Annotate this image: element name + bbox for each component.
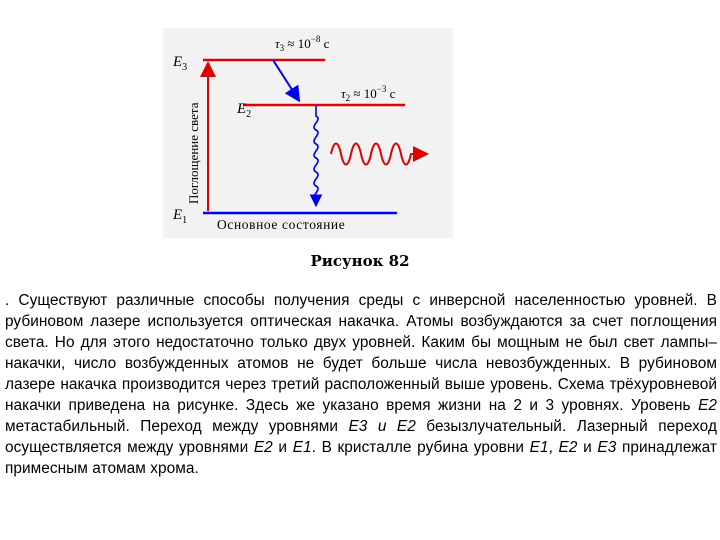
absorption-vertical-label: Поглощение света	[186, 102, 201, 204]
text-run: метастабильный. Переход между уровнями	[5, 418, 349, 435]
figure-caption: Рисунок 82	[310, 252, 410, 270]
body-paragraph	[5, 290, 717, 479]
text-run: . Существуют различные способы получения среды с инверсной населенностью уровней. В рубиновом лазере используется оптическая накачка. Атомы возбуждаются за счет поглощения света. Но для этого недостаточно только двух уровней. Каким бы мощным не был свет лампы–накачки, число возбужденных атомов не будет больше числа невозбужденных. В рубиновом лазере накачка производится через третий расположенный выше уровень. Схема трёхуровневой накачки приведена на рисунке. Здесь же указано время жизни на 2 и 3 уровнях. Уровень	[5, 292, 717, 414]
text-run: и	[272, 439, 293, 456]
diagram-svg	[163, 28, 453, 238]
term-e1: E1	[529, 439, 549, 456]
tau2-label: $\tau_2 \approx 10^{-3}$ с	[341, 84, 396, 103]
text-run: принадлежат примесным атомам хрома.	[5, 439, 717, 477]
term-e3-e2: E3 и E2	[348, 418, 416, 435]
level-e1-label: $E_1$	[173, 207, 188, 226]
level-e3-label: $E_3$	[173, 54, 188, 73]
term-e2: E2	[698, 397, 717, 414]
term-e2: E2	[253, 439, 273, 456]
ground-state-label: Основное состояние	[217, 217, 346, 232]
level-e2-label: $E_2$	[237, 101, 252, 120]
text-run: . В кристалле рубина уровни	[311, 439, 530, 456]
term-e3: E3	[597, 439, 617, 456]
text-run: безызлучательный. Лазерный переход осуществляется между уровнями	[5, 418, 717, 456]
term-e2: E2	[558, 439, 578, 456]
term-e1: E1	[292, 439, 312, 456]
energy-level-diagram	[163, 28, 453, 238]
text-run: ,	[548, 439, 559, 456]
text-run: и	[577, 439, 598, 456]
tau3-label: $\tau_3 \approx 10^{-8}$ с	[275, 34, 330, 53]
